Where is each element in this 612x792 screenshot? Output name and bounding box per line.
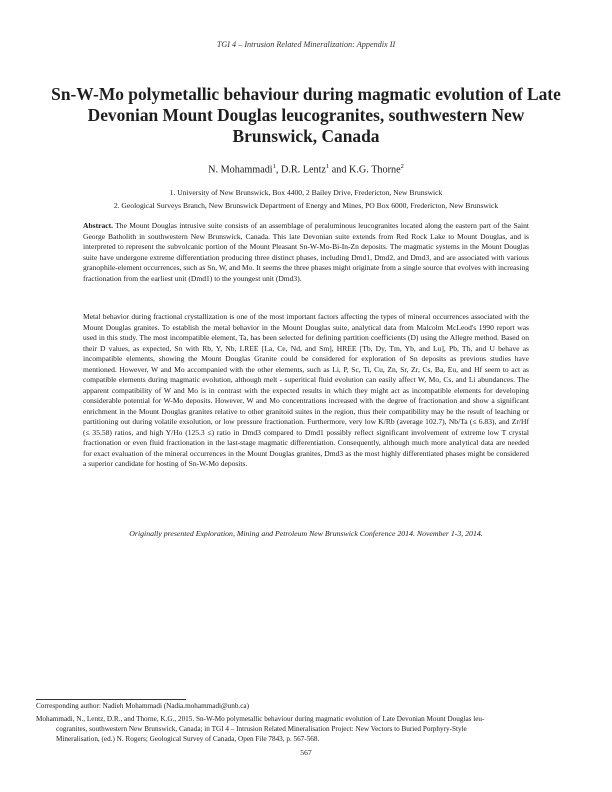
affiliations (0, 186, 612, 212)
citation-line: Mineralisation, (ed.) N. Rogers; Geological Survey of Canada, Open File 7843, p. 567-568. (56, 735, 320, 743)
author-separator: , (275, 164, 281, 176)
presentation-note: Originally presented Exploration, Mining and Petroleum New Brunswick Conference 2014. November 1-3, 2014. (129, 529, 483, 538)
abstract (83, 221, 529, 284)
author-separator: and (329, 164, 350, 176)
affiliation-mark: 1 (325, 163, 330, 170)
affiliation-2: 2. Geological Surveys Branch, New Brunswick Department of Energy and Mines, PO Box 6000, Fredericton, New Brunswick (113, 201, 499, 210)
author-list (0, 163, 612, 175)
abstract-label: Abstract. (83, 221, 113, 230)
author-name: N. Mohammadi (208, 164, 273, 176)
citation (36, 714, 540, 744)
body-paragraph: Metal behavior during fractional crystallization is one of the most important factors affecting the types of mineral occurrences associated with the Mount Douglas granites. To establish the metal behavior in the Mount Douglas suite, analytical data from Malcolm McLeod's 1990 report was used in this study. The most incompatible element, Ta, has been selected for defining partition coefficients (D) using the Allegre method. Based on their D values, as expected, Sn with Rb, Y, Nb, LREE [La, Ce, Nd, and Sm], HREE [Tb, Dy, Tm, Yb, and Lu], Pb, Th, and U behave as incompatible elements, showing the Mount Douglas Granite could be considered for exploration of Sn deposits as previous studies have mentioned. However, W and Mo accompanied with the other elements, such as Li, P, Sc, Ti, Cu, Zn, Sr, Zr, Cs, Ba, Eu, and Hf seem to act as compatible elements during magmatic evolution, although melt - superitical fluid evolution can easily affect W, Mo, Cs, and Li abundances. The apparent compatibility of W and Mo is in contrast with the expected results in which they might act as incompatible elements for developing considerable potential for W-Mo deposits. However, W and Mo concentrations increased with the degree of fractionation and show a significant enrichment in the Mount Douglas granites relative to other granitoid suites in the region, thus their compatibility may be the result of leaching or partitioning out during volatile exsolution, or low pressure fractionation. Furthermore, very low K/Rb (average 102.7), Nb/Ta (≤ 6.83), and Zr/Hf (≤ 35.58) ratios, and high Y/Ho (125.3 ≤) ratio in Dmd3 compared to Dmd1 possibly reflect significant involvement of extreme low T crystal fractionation or even fluid fractionation in the last-stage magmatic differentiation. Consequently, although much more analytical data are needed for exact evaluation of the mineral occurrences in the Mount Douglas granites, Dmd3 as the most highly differentiated phases might be considered a superior candidate for hosting of Sn-W-Mo deposits. (83, 312, 529, 468)
running-head: TGI 4 – Intrusion Related Mineralization: Appendix II (216, 40, 396, 49)
citation-line: Mohammadi, N., Lentz, D.R., and Thorne, K.G., 2015. Sn-W-Mo polymetallic behaviour during magmatic evolution of Late Devonian Mount Douglas leu- (36, 715, 485, 723)
affiliation-mark: 1 (272, 163, 276, 170)
paper-title: Sn-W-Mo polymetallic behaviour during magmatic evolution of Late Devonian Mount Douglas leucogranites, southwestern New Brunswick, Canada (51, 84, 561, 147)
author-name: D.R. Lentz (280, 164, 326, 176)
affiliation-mark: 2 (400, 163, 404, 170)
citation-line: cogranites, southwestern New Brunswick, Canada; in TGI 4 – Intrusion Related Mineralisation Project: New Vectors to Buried Porphyry-Style (56, 725, 467, 733)
footnote-rule (36, 699, 186, 700)
abstract-text: The Mount Douglas intrusive suite consists of an assemblage of peraluminous leucogranites located along the eastern part of the Saint George Batholith in southwestern New Brunswick, Canada. This late Devonian suite extends from Red Rock Lake to Mount Douglas, and is interpreted to represent the subvolcanic portion of the Mount Pleasant Sn-W-Mo-Bi-In-Zn deposits. The magmatic systems in the Mount Douglas suite have undergone extreme differentiation producing three distinct phases, including Dmd1, Dmd2, and Dmd3, and are associated with various granophile-element occurrences, such as Sn, W, and Mo. It seems the three phases might originate from a single source that evolves with increasing fractionation from the earliest unit (Dmd1) to the youngest unit (Dmd3). (83, 221, 529, 283)
corresponding-author: Corresponding author: Nadieh Mohammadi (Nadia.mohammadi@unb.ca) (36, 702, 250, 710)
author-name: K.G. Thorne (349, 164, 401, 176)
affiliation-1: 1. University of New Brunswick, Box 4400, 2 Bailey Drive, Fredericton, New Brunswick (169, 188, 443, 197)
page-number: 567 (300, 748, 312, 757)
